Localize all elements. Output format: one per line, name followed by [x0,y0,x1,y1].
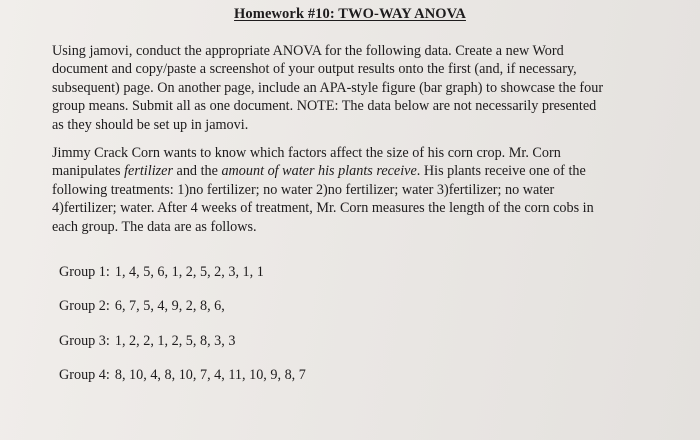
instructions-line: group means. Submit all as one document. NOTE: The data below are not necessarily presented [52,98,597,115]
scenario-text: manipulates [52,163,125,180]
instructions-line: document and copy/paste a screenshot of your output results onto the first (and, if necessary, [52,61,577,78]
scenario-text: and the [172,163,222,180]
factor-fertilizer: fertilizer [124,163,173,180]
instructions-line: subsequent) page. On another page, include an APA-style figure (bar graph) to showcase the four [52,79,604,96]
factor-water: amount of water his plants receive [221,163,417,180]
scenario-line: Jimmy Crack Corn wants to know which factors affect the size of his corn crop. Mr. Corn [52,145,561,161]
group-values: 1, 4, 5, 6, 1, 2, 5, 2, 3, 1, 1 [114,264,264,280]
title-text: Homework #10: TWO-WAY ANOVA [234,6,466,22]
scenario-line: 4)fertilizer; water. After 4 weeks of treatment, Mr. Corn measures the length of the corn cobs in [52,200,594,217]
scenario-line [52,162,652,180]
scenario-line: following treatments: 1)no fertilizer; no water 2)no fertilizer; water 3)fertilizer; no water [52,181,555,198]
group-3-data [59,333,235,350]
page-title [0,6,700,23]
scenario-paragraph [52,144,652,236]
group-4-data [59,367,306,384]
instructions-line: as they should be set up in jamovi. [52,116,249,133]
group-values: 8, 10, 4, 8, 10, 7, 4, 11, 10, 9, 8, 7 [114,367,306,383]
group-label: Group 1: [59,264,110,280]
scenario-text: . His plants receive one of the [416,163,586,180]
scenario-line: each group. The data are as follows. [52,218,257,235]
group-label: Group 2: [59,298,110,314]
group-label: Group 4: [59,367,110,383]
group-2-data [59,298,225,315]
instructions-line: Using jamovi, conduct the appropriate ANOVA for the following data. Create a new Word [52,43,564,59]
group-1-data [59,264,264,281]
instructions-paragraph [52,42,652,134]
group-label: Group 3: [59,333,110,349]
group-values: 6, 7, 5, 4, 9, 2, 8, 6, [114,298,225,314]
group-values: 1, 2, 2, 1, 2, 5, 8, 3, 3 [114,333,236,349]
